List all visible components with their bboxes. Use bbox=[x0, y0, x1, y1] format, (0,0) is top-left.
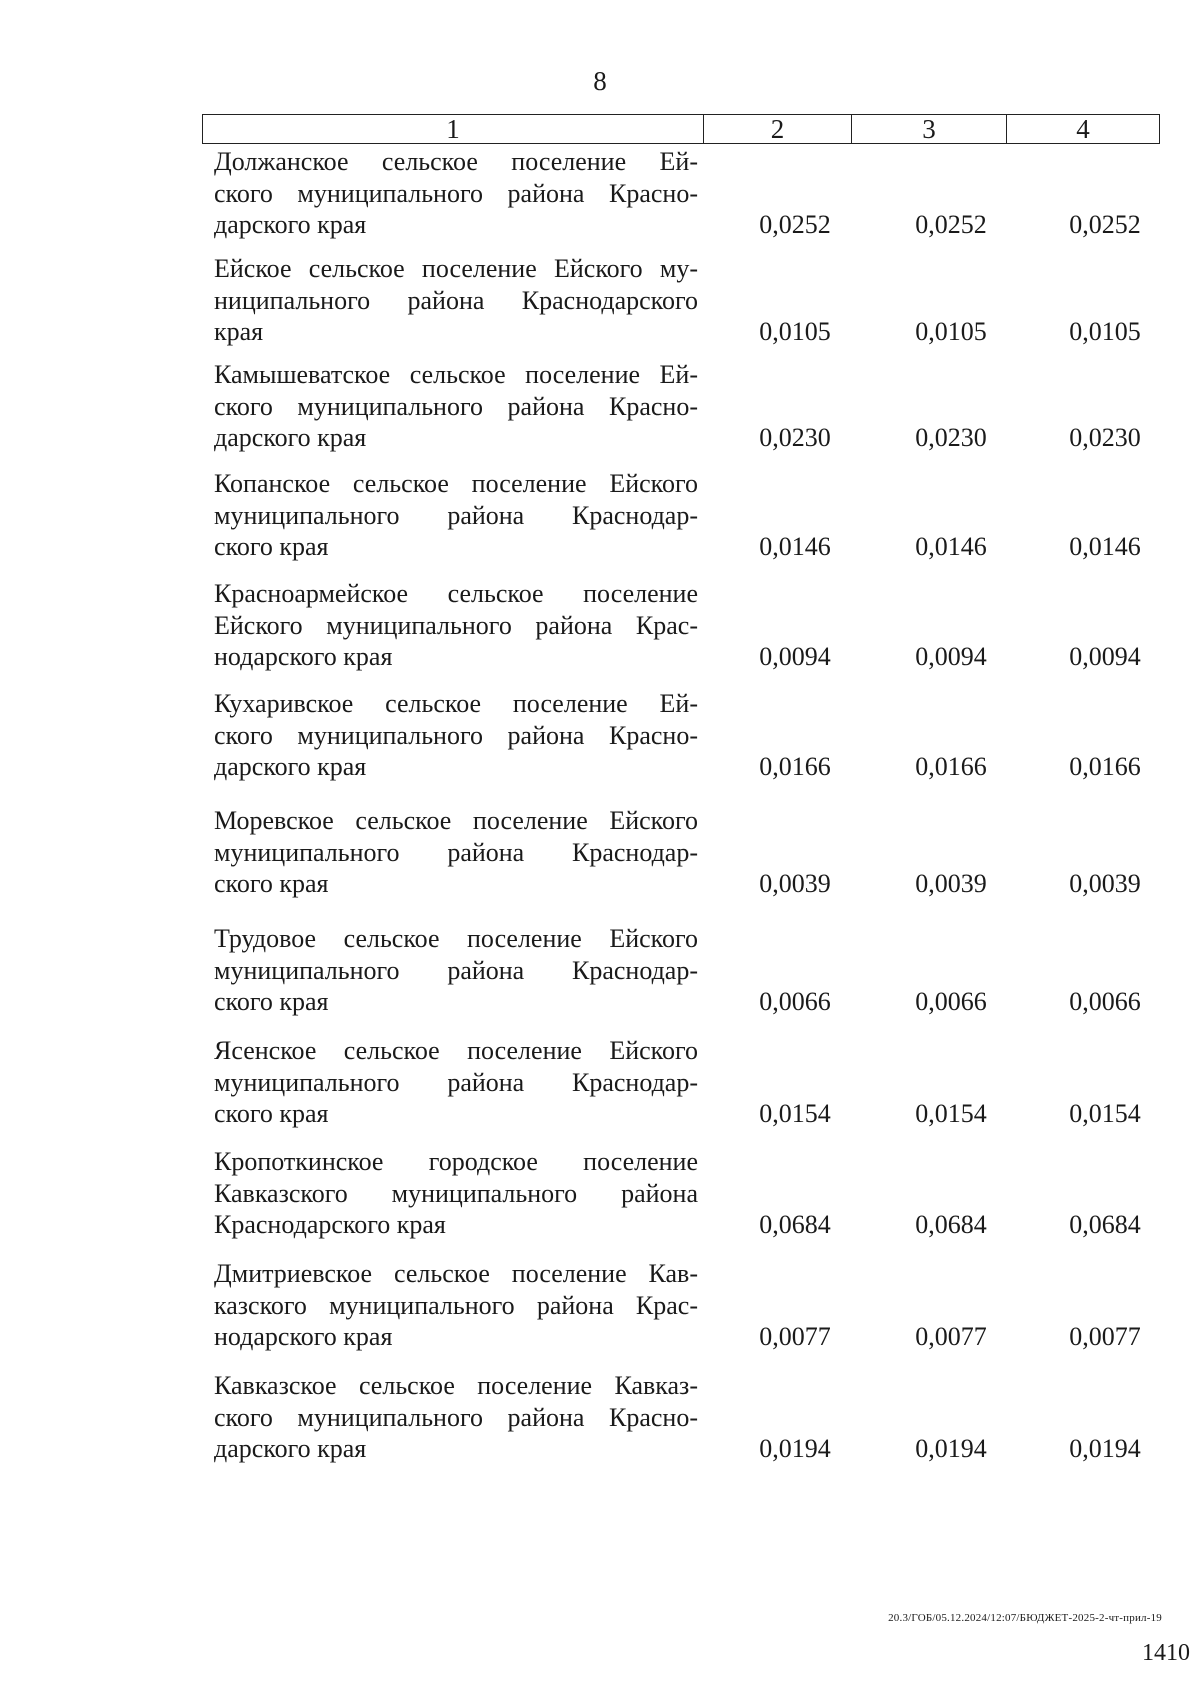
row-value-2: 0,0230 bbox=[759, 423, 831, 452]
row-name-line: ского края bbox=[214, 1099, 329, 1128]
document-code: 20.3/ГОБ/05.12.2024/12:07/БЮДЖЕТ-2025-2-чт-прил-19 bbox=[888, 1612, 1162, 1624]
row-name-line: ского муниципального района Красно- bbox=[214, 178, 698, 208]
row-name-line: Копанское сельское поселение Ейского bbox=[214, 469, 698, 498]
row-value-3: 0,0230 bbox=[915, 423, 987, 452]
row-name bbox=[214, 805, 698, 900]
row-value-4: 0,0039 bbox=[1069, 869, 1141, 898]
row-name-line: ского муниципального района Красно- bbox=[214, 1402, 698, 1432]
row-value-4: 0,0230 bbox=[1069, 423, 1141, 452]
row-value-4: 0,0252 bbox=[1069, 210, 1141, 239]
row-name-line: муниципального района Краснодар- bbox=[214, 1067, 698, 1097]
row-value-4: 0,0154 bbox=[1069, 1099, 1141, 1128]
page-number: 8 bbox=[593, 66, 607, 96]
row-value-4: 0,0166 bbox=[1069, 752, 1141, 781]
row-name-line: ского муниципального района Красно- bbox=[214, 391, 698, 421]
row-value-4: 0,0146 bbox=[1069, 532, 1141, 561]
row-name-line: ского края bbox=[214, 532, 329, 561]
row-value-3: 0,0154 bbox=[915, 1099, 987, 1128]
row-value-2: 0,0105 bbox=[759, 317, 831, 346]
row-name-line: ского края bbox=[214, 869, 329, 898]
row-name bbox=[214, 359, 698, 454]
row-name bbox=[214, 923, 698, 1018]
row-name-line: муниципального района Краснодар- bbox=[214, 955, 698, 985]
row-value-3: 0,0094 bbox=[915, 642, 987, 671]
row-value-3: 0,0105 bbox=[915, 317, 987, 346]
row-name-line: Камышеватское сельское поселение Ей- bbox=[214, 360, 698, 389]
row-value-4: 0,0077 bbox=[1069, 1322, 1141, 1351]
row-value-2: 0,0077 bbox=[759, 1322, 831, 1351]
row-name bbox=[214, 1035, 698, 1130]
row-value-4: 0,0194 bbox=[1069, 1434, 1141, 1463]
table-header bbox=[202, 114, 1160, 144]
row-value-3: 0,0146 bbox=[915, 532, 987, 561]
row-name-line: края bbox=[214, 317, 264, 346]
row-name-line: Красноармейское сельское поселение bbox=[214, 579, 698, 608]
row-name bbox=[214, 578, 698, 673]
row-value-4: 0,0105 bbox=[1069, 317, 1141, 346]
row-name bbox=[214, 468, 698, 563]
row-value-2: 0,0194 bbox=[759, 1434, 831, 1463]
row-value-4: 0,0684 bbox=[1069, 1210, 1141, 1239]
row-name-line: ниципального района Краснодарского bbox=[214, 285, 698, 315]
row-name-line: Моревское сельское поселение Ейского bbox=[214, 806, 698, 835]
row-name-line: муниципального района Краснодар- bbox=[214, 837, 698, 867]
row-value-2: 0,0039 bbox=[759, 869, 831, 898]
row-name-line: Кавказского муниципального района bbox=[214, 1178, 698, 1208]
row-value-3: 0,0039 bbox=[915, 869, 987, 898]
row-value-3: 0,0066 bbox=[915, 987, 987, 1016]
header-col-1: 1 bbox=[446, 114, 460, 144]
row-name-line: Дмитриевское сельское поселение Кав- bbox=[214, 1259, 698, 1288]
row-value-2: 0,0252 bbox=[759, 210, 831, 239]
row-name-line: дарского края bbox=[214, 210, 367, 239]
row-name bbox=[214, 1370, 698, 1465]
row-value-4: 0,0066 bbox=[1069, 987, 1141, 1016]
row-name-line: нодарского края bbox=[214, 1322, 393, 1351]
row-name bbox=[214, 146, 698, 241]
row-value-3: 0,0684 bbox=[915, 1210, 987, 1239]
row-name-line: Трудовое сельское поселение Ейского bbox=[214, 924, 698, 953]
row-value-3: 0,0252 bbox=[915, 210, 987, 239]
row-name bbox=[214, 253, 698, 348]
header-col-3: 3 bbox=[851, 115, 1006, 143]
row-name bbox=[214, 688, 698, 783]
row-value-3: 0,0166 bbox=[915, 752, 987, 781]
row-value-2: 0,0166 bbox=[759, 752, 831, 781]
row-name-line: Кухаривское сельское поселение Ей- bbox=[214, 689, 698, 718]
row-name-line: Ясенское сельское поселение Ейского bbox=[214, 1036, 698, 1065]
row-name-line: Краснодарского края bbox=[214, 1210, 446, 1239]
row-value-3: 0,0194 bbox=[915, 1434, 987, 1463]
row-value-2: 0,0066 bbox=[759, 987, 831, 1016]
row-value-2: 0,0684 bbox=[759, 1210, 831, 1239]
row-name-line: дарского края bbox=[214, 1434, 367, 1463]
row-name-line: Ейское сельское поселение Ейского му- bbox=[214, 254, 698, 283]
row-name-line: муниципального района Краснодар- bbox=[214, 500, 698, 530]
row-name-line: Кропоткинское городское поселение bbox=[214, 1147, 698, 1176]
row-name-line: ского края bbox=[214, 987, 329, 1016]
row-value-2: 0,0154 bbox=[759, 1099, 831, 1128]
row-value-4: 0,0094 bbox=[1069, 642, 1141, 671]
row-value-2: 0,0094 bbox=[759, 642, 831, 671]
row-name-line: нодарского края bbox=[214, 642, 393, 671]
row-name-line: Кавказское сельское поселение Кавказ- bbox=[214, 1371, 698, 1400]
row-name-line: дарского края bbox=[214, 423, 367, 452]
sheet-number: 1410 bbox=[1142, 1640, 1190, 1666]
row-name bbox=[214, 1258, 698, 1353]
row-name-line: Должанское сельское поселение Ей- bbox=[214, 147, 698, 176]
row-name-line: ского муниципального района Красно- bbox=[214, 720, 698, 750]
row-name-line: казского муниципального района Крас- bbox=[214, 1290, 698, 1320]
row-name-line: дарского края bbox=[214, 752, 367, 781]
row-value-2: 0,0146 bbox=[759, 532, 831, 561]
row-name bbox=[214, 1146, 698, 1241]
header-col-4: 4 bbox=[1006, 115, 1159, 143]
row-value-3: 0,0077 bbox=[915, 1322, 987, 1351]
header-col-2: 2 bbox=[703, 115, 851, 143]
row-name-line: Ейского муниципального района Крас- bbox=[214, 610, 698, 640]
